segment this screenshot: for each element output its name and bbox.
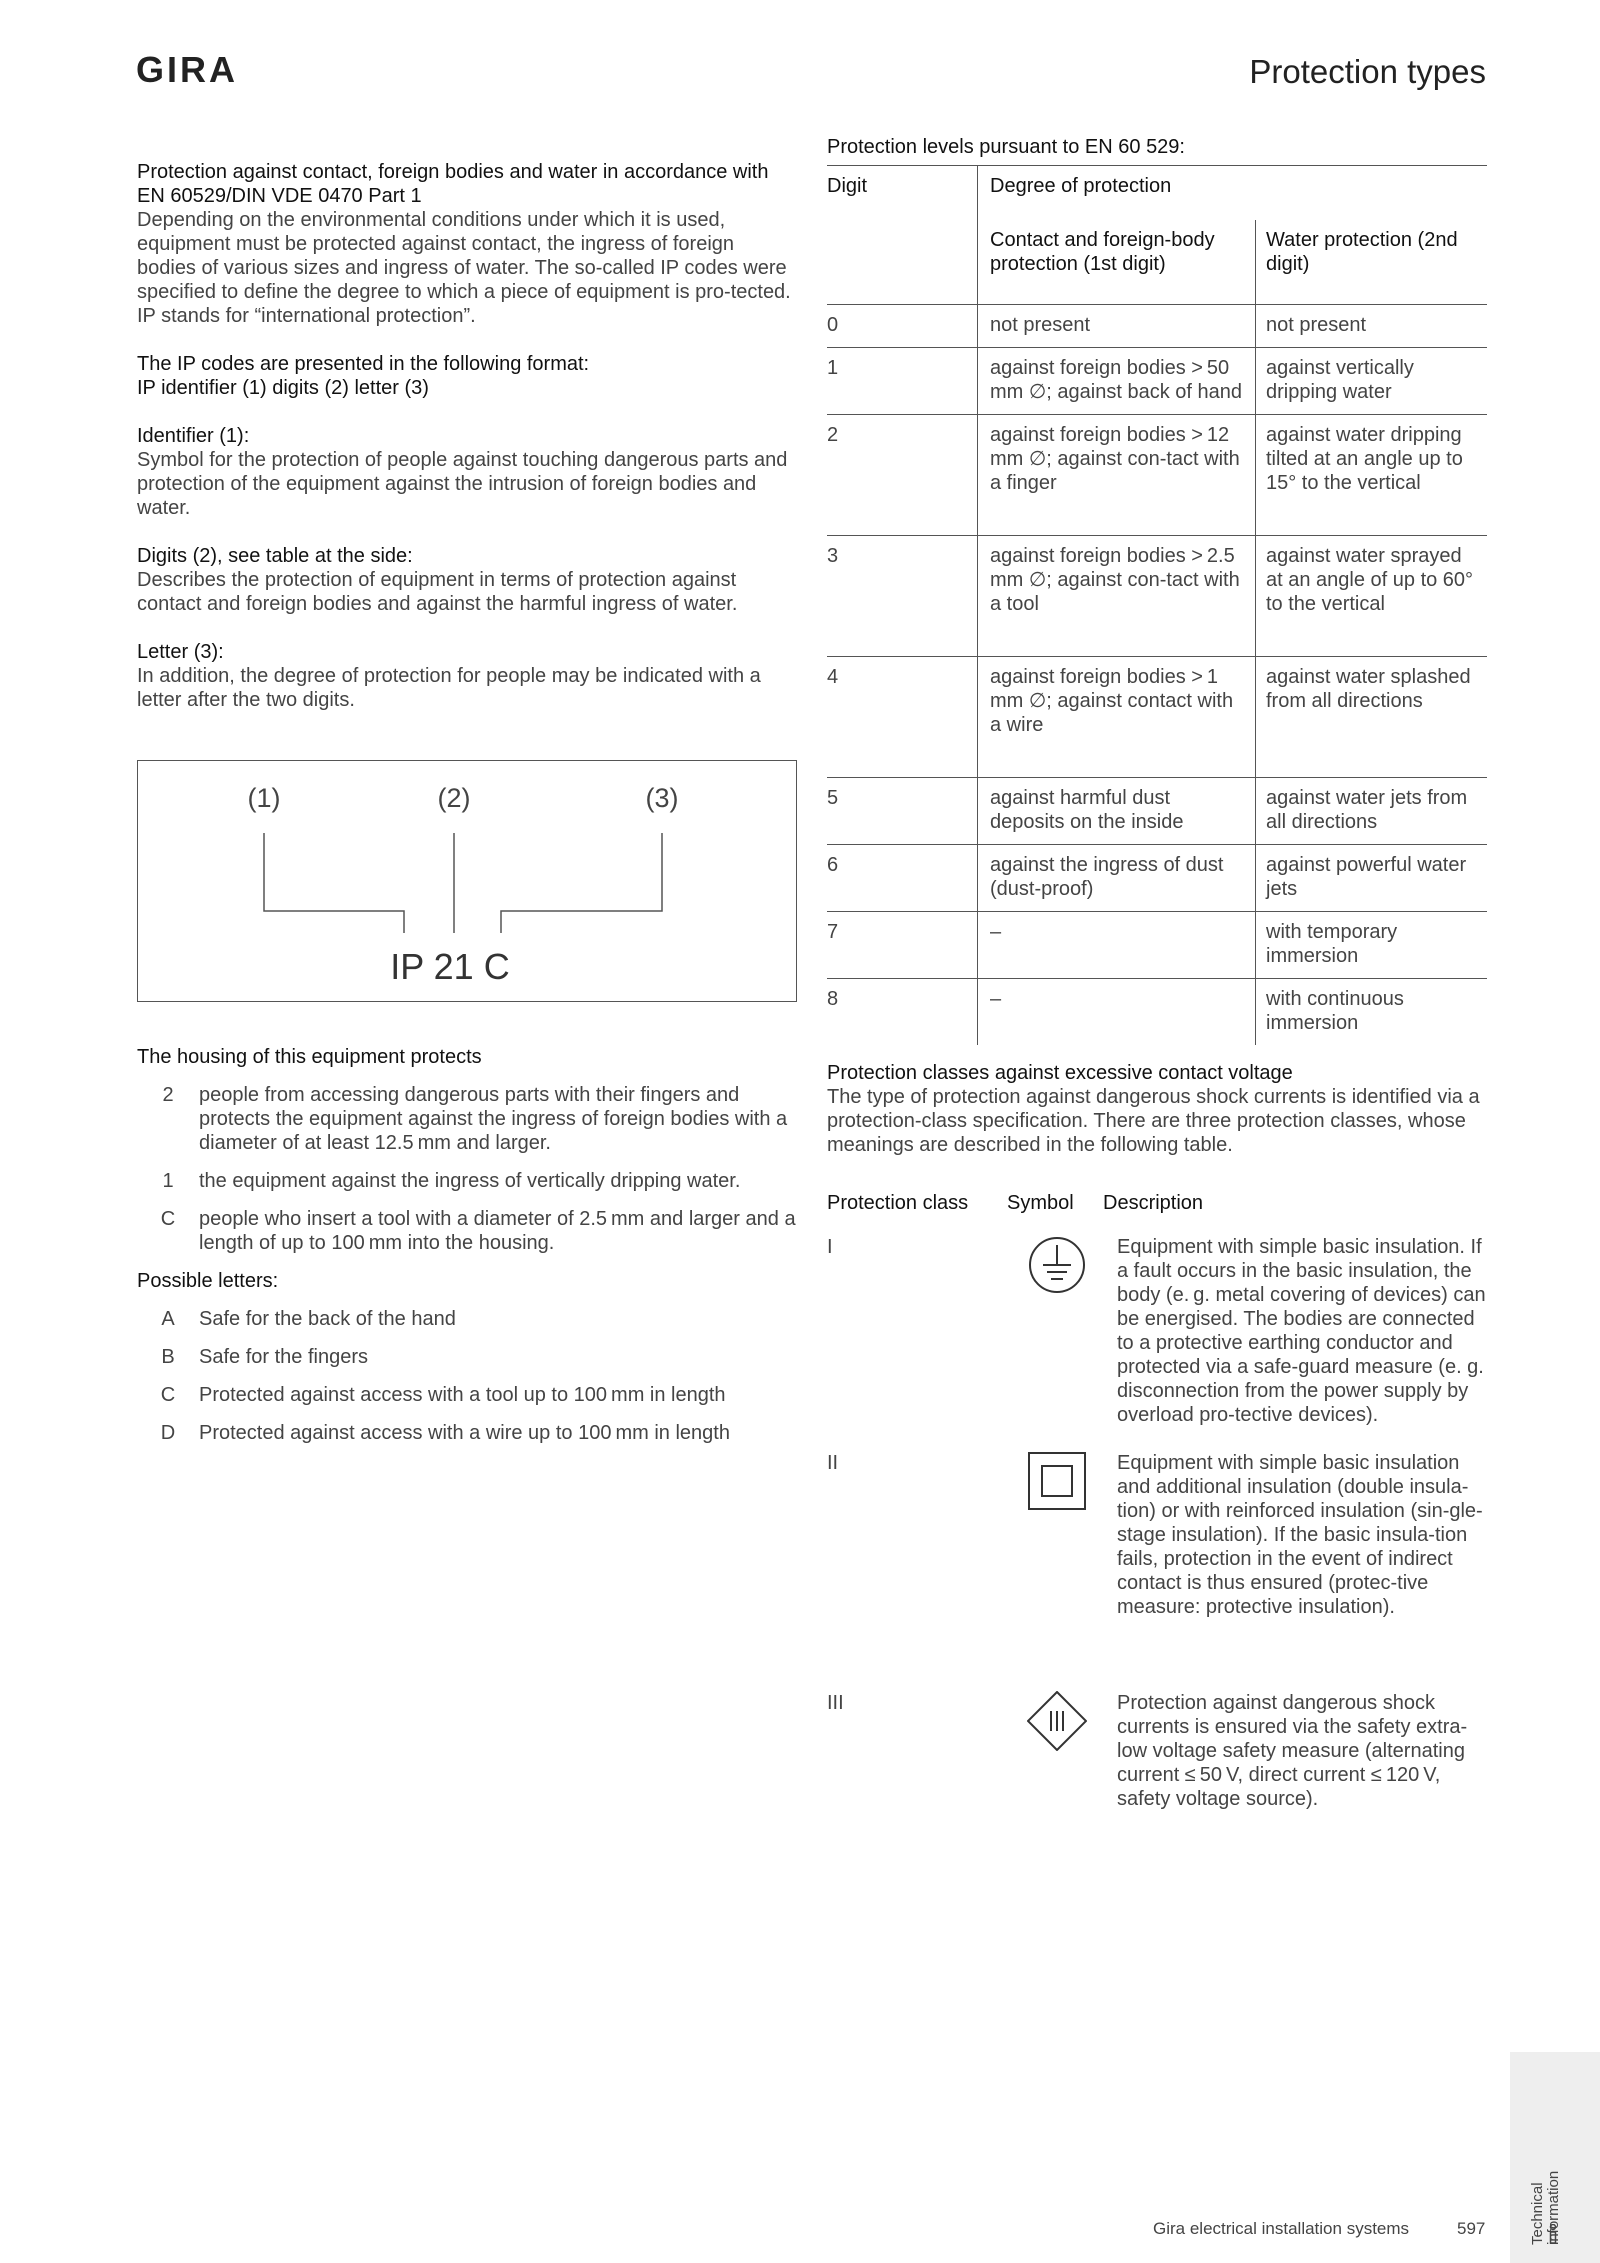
format-heading: The IP codes are presented in the following format: — [137, 353, 590, 375]
table-row — [827, 778, 1487, 845]
cell-contact: against foreign bodies > 2.5 mm ∅; against con-tact with a tool — [978, 536, 1256, 657]
list-text: Protected against access with a wire up to 100 mm in length — [199, 1422, 730, 1444]
diagram-label-2: (2) — [437, 783, 471, 813]
col-header-class: Protection class — [827, 1192, 969, 1214]
list-item — [137, 1421, 797, 1445]
levels-caption: Protection levels pursuant to EN 60 529: — [827, 136, 1185, 158]
col-header-symbol: Symbol — [1007, 1192, 1074, 1214]
classes-intro: The type of protection against dangerous shock currents is identified via a protection-class specification. There are three protection classes, whose meanings are described in the following table. — [827, 1086, 1480, 1156]
cell-contact: against the ingress of dust (dust-proof) — [978, 845, 1256, 912]
digits-text: Describes the protection of equipment in terms of protection against contact and foreign bodies and against the harmful ingress of water. — [137, 569, 738, 615]
cell-water: against water dripping tilted at an angle up to 15° to the vertical — [1256, 415, 1488, 536]
class-description: Equipment with simple basic insulation and additional insulation (double insula-tion) or with reinforced insulation (sin-gle-stage insulation). If the basic insula-tion fails, protection in the event of indirect contact is thus ensured (protec-tive measure: protective insulation). — [1117, 1452, 1483, 1618]
list-item — [137, 1083, 797, 1155]
identifier-text: Symbol for the protection of people against touching dangerous parts and protection of the equipment against the intrusion of foreign bodies and water. — [137, 449, 788, 519]
cell-digit: 0 — [827, 305, 978, 348]
info-icon — [1548, 2224, 1558, 2252]
list-key: 2 — [162, 1084, 174, 1106]
classes-table-header — [827, 1191, 1487, 1215]
safety-extra-low-voltage-icon — [1027, 1691, 1087, 1811]
brand-logo: GIRA — [136, 49, 238, 90]
cell-digit: 6 — [827, 845, 978, 912]
cell-water: with temporary immersion — [1256, 912, 1488, 979]
list-text: people from accessing dangerous parts with their fingers and protects the equipment against the ingress of foreign bodies with a diameter of at least 12.5 mm and larger. — [199, 1084, 788, 1154]
table-row — [827, 305, 1487, 348]
cell-digit: 5 — [827, 778, 978, 845]
page-number: 597 — [1457, 2219, 1486, 2238]
intro-text: Depending on the environmental conditions under which it is used, equipment must be protected against contact, the ingress of foreign bodies of various sizes and ingress of water. The so-called IP codes were specified to define the degree to which a piece of equipment is pro-tected. IP stands for “international protection”. — [137, 209, 791, 327]
letter-text: In addition, the degree of protection for people may be indicated with a letter after the two digits. — [137, 665, 761, 711]
cell-digit: 4 — [827, 657, 978, 778]
list-text: Protected against access with a tool up to 100 mm in length — [199, 1384, 726, 1406]
list-key: C — [160, 1208, 176, 1230]
table-row — [827, 979, 1487, 1046]
list-key: C — [160, 1384, 176, 1406]
connector-line-1 — [264, 833, 404, 933]
class-row — [827, 1691, 1487, 1811]
list-text: Safe for the fingers — [199, 1346, 368, 1368]
class-description: Equipment with simple basic insulation. If a fault occurs in the basic insulation, the body (e. g. metal covering of devices) can be energised. The bodies are connected to a protective earthing conductor and protected via a safe-guard measure (e. g. disconnection from the power supply by overload pro-tective devices). — [1117, 1236, 1486, 1426]
side-label-line-1: Technical — [1529, 2182, 1546, 2245]
cell-contact: – — [978, 979, 1256, 1046]
cell-water: against water jets from all directions — [1256, 778, 1488, 845]
connector-line-3 — [501, 833, 662, 933]
cell-water: against water sprayed at an angle of up to 60° to the vertical — [1256, 536, 1488, 657]
col-header-degree: Degree of protection — [978, 166, 1488, 221]
side-tab-label — [1530, 2085, 1562, 2245]
list-key: 1 — [162, 1170, 174, 1192]
list-item — [137, 1307, 797, 1331]
cell-digit: 8 — [827, 979, 978, 1046]
cell-water: not present — [1256, 305, 1488, 348]
col-header-digit: Digit — [827, 166, 978, 305]
table-row — [827, 348, 1487, 415]
format-line: IP identifier (1) digits (2) letter (3) — [137, 377, 429, 399]
class-description: Protection against dangerous shock currents is ensured via the safety extra-low voltage safety measure (alternating current ≤ 50 V, direct current ≤ 120 V, safety voltage source). — [1117, 1692, 1468, 1810]
ip-code-diagram — [137, 760, 797, 1002]
right-column — [827, 135, 1487, 1811]
table-row — [827, 536, 1487, 657]
table-row — [827, 845, 1487, 912]
cell-digit: 1 — [827, 348, 978, 415]
letters-heading: Possible letters: — [137, 1270, 279, 1292]
diagram-label-3: (3) — [645, 783, 679, 813]
cell-digit: 7 — [827, 912, 978, 979]
cell-digit: 2 — [827, 415, 978, 536]
cell-digit: 3 — [827, 536, 978, 657]
cell-contact: against harmful dust deposits on the inside — [978, 778, 1256, 845]
list-key: D — [160, 1422, 176, 1444]
earth-symbol-icon — [1027, 1235, 1087, 1427]
table-row — [827, 912, 1487, 979]
cell-contact: against foreign bodies > 1 mm ∅; against contact with a wire — [978, 657, 1256, 778]
list-text: people who insert a tool with a diameter of 2.5 mm and larger and a length of up to 100 mm into the housing. — [199, 1208, 796, 1254]
list-key: A — [161, 1308, 175, 1330]
cell-contact: against foreign bodies > 50 mm ∅; against back of hand — [978, 348, 1256, 415]
class-number: II — [827, 1452, 839, 1474]
list-item — [137, 1207, 797, 1255]
identifier-heading: Identifier (1): — [137, 425, 250, 447]
class-row — [827, 1235, 1487, 1427]
list-item — [137, 1383, 797, 1407]
cell-water: against powerful water jets — [1256, 845, 1488, 912]
class-row — [827, 1451, 1487, 1619]
footer-text: Gira electrical installation systems — [1153, 2219, 1410, 2238]
col-header-contact: Contact and foreign-body protection (1st digit) — [978, 220, 1256, 305]
double-insulation-icon — [1027, 1451, 1087, 1619]
section-heading: Protection against contact, foreign bodies and water in accordance with EN 60529/DIN VDE 0470 Part 1 — [137, 161, 769, 207]
cell-water: with continuous immersion — [1266, 988, 1404, 1034]
cell-contact: not present — [978, 305, 1256, 348]
col-header-water: Water protection (2nd digit) — [1256, 220, 1488, 305]
side-label-line-2: information — [1545, 2170, 1562, 2245]
classes-heading: Protection classes against excessive contact voltage — [827, 1062, 1293, 1084]
class-number: I — [827, 1236, 833, 1258]
letter-heading: Letter (3): — [137, 641, 224, 663]
cell-contact: – — [978, 912, 1256, 979]
list-item — [137, 1345, 797, 1369]
list-item — [137, 1169, 797, 1193]
class-number: III — [827, 1692, 844, 1714]
diagram-label-1: (1) — [247, 783, 281, 813]
ip-code-text: IP 21 C — [390, 946, 510, 987]
housing-heading: The housing of this equipment protects — [137, 1046, 482, 1068]
housing-section — [137, 1045, 797, 1445]
page-title: Protection types — [1249, 53, 1486, 90]
left-column — [137, 160, 797, 736]
list-text: Safe for the back of the hand — [199, 1308, 456, 1330]
cell-contact: against foreign bodies > 12 mm ∅; against con-tact with a finger — [978, 415, 1256, 536]
cell-water: against vertically dripping water — [1256, 348, 1488, 415]
cell-water: against water splashed from all directions — [1256, 657, 1488, 778]
table-row — [827, 657, 1487, 778]
list-key: B — [161, 1346, 175, 1368]
col-header-description: Description — [1103, 1192, 1204, 1214]
digits-heading: Digits (2), see table at the side: — [137, 545, 413, 567]
protection-levels-table — [827, 165, 1487, 1045]
list-text: the equipment against the ingress of vertically dripping water. — [199, 1170, 741, 1192]
table-row — [827, 415, 1487, 536]
